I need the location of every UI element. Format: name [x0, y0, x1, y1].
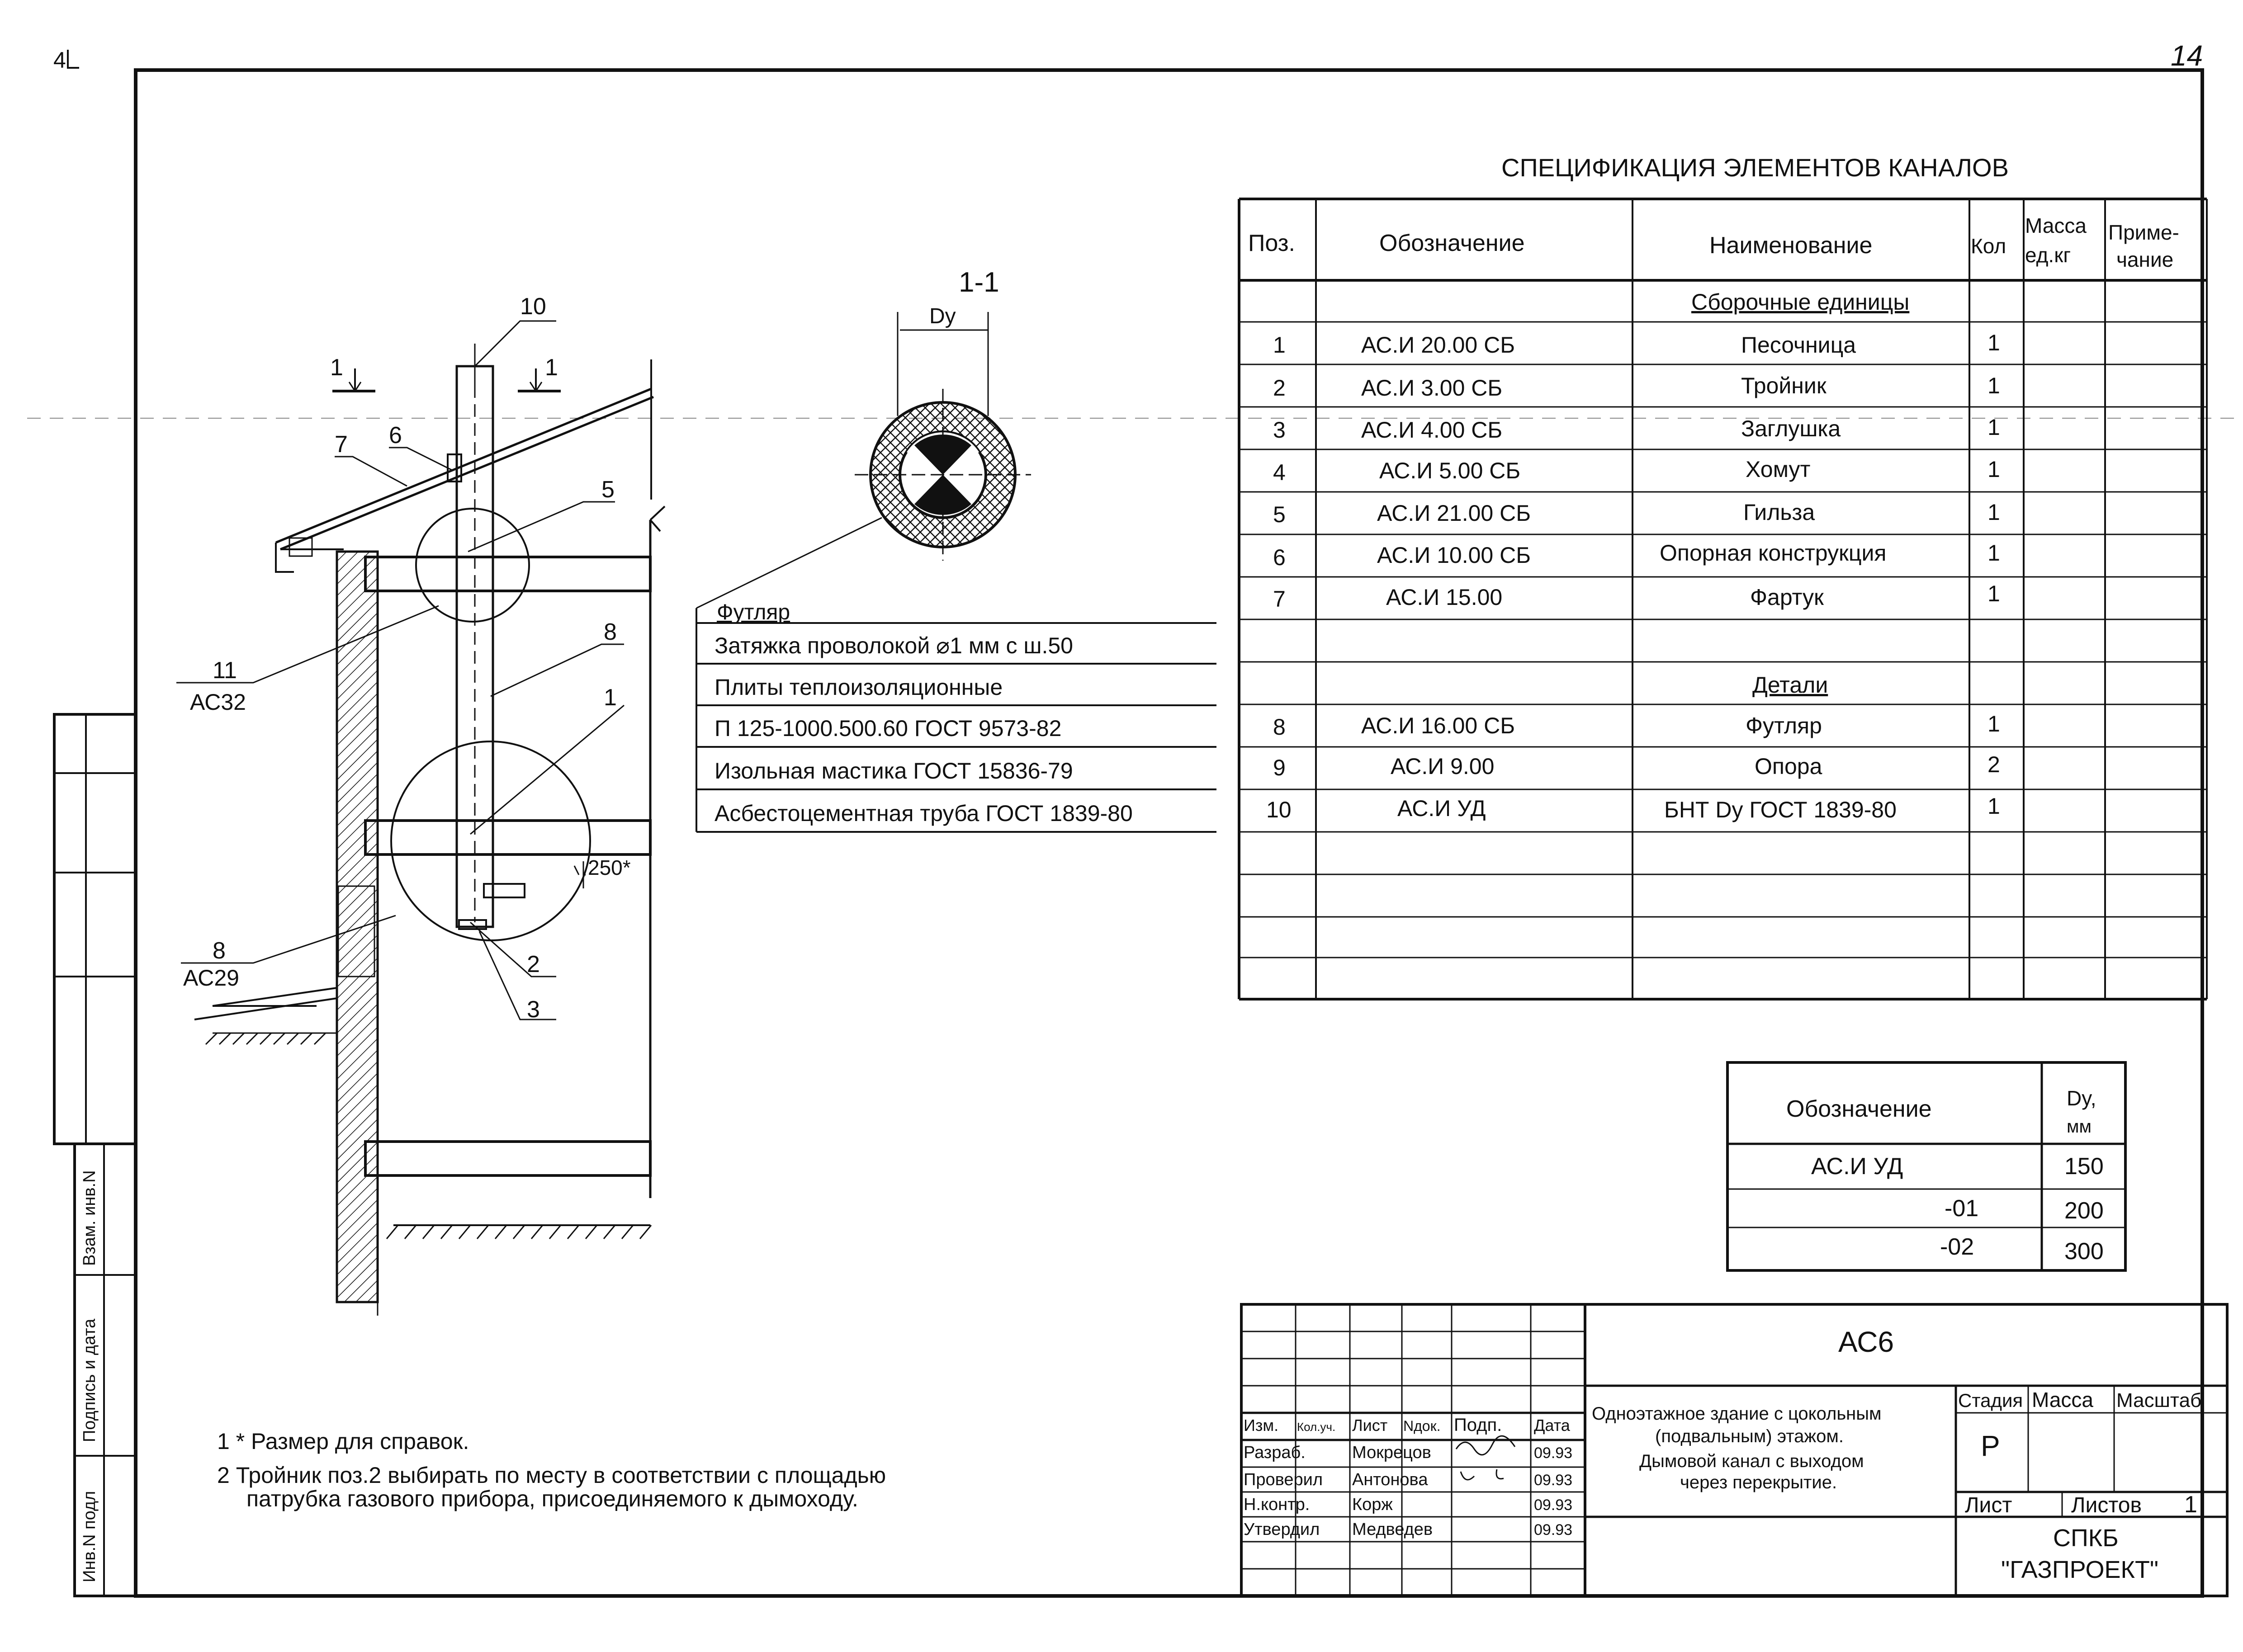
spec-header-mass-1: Масса	[2025, 214, 2087, 237]
tb-h-izm: Изм.	[1244, 1416, 1279, 1435]
dy-header-designation: Обозначение	[1786, 1096, 1932, 1122]
svg-text:3: 3	[1273, 417, 1286, 443]
tb-mass-header: Масса	[2032, 1388, 2094, 1411]
table-row	[1811, 1153, 2104, 1180]
spec-header-mass-2: ед.кг	[2025, 243, 2071, 267]
tb-desc-3: Дымовой канал с выходом	[1639, 1451, 1864, 1471]
svg-text:Опора: Опора	[1755, 754, 1822, 779]
tb-h-date: Дата	[1534, 1416, 1570, 1435]
table-row	[1273, 581, 2000, 612]
svg-text:6: 6	[1273, 545, 1286, 570]
label-250: 250*	[588, 856, 631, 879]
svg-text:АС.И УД: АС.И УД	[1397, 796, 1486, 821]
corner-mark-line	[68, 50, 79, 68]
spec-title: СПЕЦИФИКАЦИЯ ЭЛЕМЕНТОВ КАНАЛОВ	[1501, 153, 2009, 182]
svg-text:АС.И 10.00 СБ: АС.И 10.00 СБ	[1377, 543, 1531, 568]
label-2: 2	[527, 951, 540, 977]
label-11: 11	[213, 657, 237, 684]
svg-text:1: 1	[1987, 711, 2000, 736]
svg-text:-01: -01	[1945, 1195, 1979, 1222]
svg-text:Утвердил: Утвердил	[1244, 1520, 1320, 1539]
note-2-cont: патрубка газового прибора, присоединяемого к дымоходу.	[246, 1486, 858, 1511]
svg-text:Корж: Корж	[1352, 1495, 1393, 1514]
dy-table	[1727, 1062, 2125, 1270]
label-8b: 8	[213, 938, 226, 964]
building-section	[27, 293, 2243, 1316]
table-row	[1273, 373, 2000, 401]
svg-text:АС.И 21.00 СБ: АС.И 21.00 СБ	[1377, 500, 1531, 526]
svg-text:Опорная конструкция: Опорная конструкция	[1660, 540, 1887, 566]
svg-text:1: 1	[1987, 581, 2000, 606]
notes	[217, 1429, 886, 1511]
legend-line-2: Плиты теплоизоляционные	[715, 675, 1003, 700]
note-1: 1 * Размер для справок.	[217, 1429, 469, 1454]
legend-line-4: Изольная мастика ГОСТ 15836-79	[715, 758, 1073, 784]
svg-text:10: 10	[1266, 797, 1292, 822]
label-ac29: АС29	[183, 965, 239, 991]
table-row	[1273, 752, 2000, 780]
svg-text:2: 2	[1273, 375, 1286, 401]
page-number: 14	[2171, 39, 2203, 72]
svg-text:09.93: 09.93	[1534, 1472, 1573, 1489]
table-row	[1273, 540, 2000, 570]
table-row	[1244, 1495, 1572, 1514]
svg-text:Мокрецов: Мокрецов	[1352, 1443, 1431, 1462]
spec-header-pos: Поз.	[1248, 230, 1295, 256]
tb-h-ndok: Nдок.	[1403, 1418, 1441, 1434]
svg-text:АС.И УД: АС.И УД	[1811, 1153, 1903, 1180]
tb-h-podp: Подп.	[1454, 1415, 1502, 1435]
tb-desc-2: (подвальным) этажом.	[1655, 1426, 1844, 1446]
signature-mark	[1456, 1436, 1515, 1480]
tb-sheets-count: 1	[2184, 1492, 2197, 1518]
spec-section-details: Детали	[1752, 672, 1828, 698]
spec-section-assemblies: Сборочные единицы	[1691, 289, 1910, 315]
note-2: 2 Тройник поз.2 выбирать по месту в соответствии с площадью	[217, 1463, 886, 1488]
tb-org-2: "ГАЗПРОЕКТ"	[2001, 1556, 2159, 1583]
tb-h-list: Лист	[1352, 1416, 1388, 1435]
svg-text:Песочница: Песочница	[1741, 332, 1856, 358]
svg-text:Гильза: Гильза	[1743, 500, 1815, 525]
legend-title: Футляр	[717, 600, 790, 624]
svg-text:09.93: 09.93	[1534, 1496, 1573, 1514]
stamp-inv-orig: Инв.N подл	[80, 1491, 99, 1582]
table-row	[1244, 1520, 1572, 1539]
label-cut-right: 1	[545, 354, 558, 381]
svg-text:7: 7	[1273, 586, 1286, 612]
svg-text:1: 1	[1987, 330, 2000, 355]
svg-text:1: 1	[1987, 415, 2000, 440]
left-stamp	[54, 714, 136, 1596]
svg-text:5: 5	[1273, 502, 1286, 527]
svg-text:Антонова: Антонова	[1352, 1470, 1428, 1489]
stamp-sign-date: Подпись и дата	[80, 1318, 99, 1442]
dy-header-dy-1: Dy,	[2067, 1086, 2096, 1110]
spec-header-note-2: чание	[2116, 248, 2174, 271]
label-cut-left: 1	[330, 354, 343, 381]
table-row	[1273, 711, 2000, 740]
svg-text:АС.И 5.00 СБ: АС.И 5.00 СБ	[1379, 458, 1521, 483]
svg-text:БНТ Dy ГОСТ 1839-80: БНТ Dy ГОСТ 1839-80	[1664, 797, 1897, 822]
spec-header-note-1: Приме-	[2108, 221, 2179, 244]
svg-text:4: 4	[1273, 460, 1286, 485]
svg-text:Хомут: Хомут	[1746, 457, 1811, 482]
tb-stage: Р	[1981, 1430, 2000, 1462]
table-row	[1244, 1443, 1572, 1462]
svg-text:АС.И 16.00 СБ: АС.И 16.00 СБ	[1361, 713, 1515, 738]
svg-text:8: 8	[1273, 714, 1286, 740]
table-row	[1273, 500, 2000, 527]
table-row	[1940, 1234, 2104, 1265]
svg-text:АС.И 4.00 СБ: АС.И 4.00 СБ	[1361, 417, 1503, 443]
legend-line-3: П 125-1000.500.60 ГОСТ 9573-82	[715, 716, 1062, 741]
spec-header-name: Наименование	[1709, 232, 1873, 259]
label-1: 1	[604, 684, 617, 711]
sleeve-legend	[696, 600, 1216, 832]
svg-text:АС.И 15.00: АС.И 15.00	[1386, 585, 1503, 610]
table-row	[1945, 1195, 2104, 1224]
table-row	[1273, 415, 2000, 443]
svg-text:200: 200	[2064, 1198, 2104, 1224]
table-row	[1244, 1470, 1572, 1489]
legend-line-5: Асбестоцементная труба ГОСТ 1839-80	[715, 801, 1133, 826]
svg-text:Н.контр.: Н.контр.	[1244, 1495, 1310, 1514]
svg-text:2: 2	[1987, 752, 2000, 777]
label-7: 7	[335, 431, 348, 458]
label-10: 10	[520, 293, 546, 320]
svg-text:АС.И 9.00: АС.И 9.00	[1391, 754, 1495, 779]
svg-text:Футляр: Футляр	[1746, 713, 1822, 738]
label-3: 3	[527, 996, 540, 1023]
svg-text:Заглушка: Заглушка	[1741, 416, 1841, 441]
label-5: 5	[601, 477, 615, 503]
label-6: 6	[389, 422, 402, 448]
tb-sheets-label: Листов	[2071, 1493, 2142, 1517]
svg-text:Фартук: Фартук	[1750, 585, 1824, 610]
section-dim-label: Dy	[929, 304, 956, 328]
tb-code: АС6	[1838, 1326, 1894, 1358]
tb-sheet-label: Лист	[1965, 1493, 2012, 1517]
title-block	[1241, 1304, 2227, 1596]
section-label: 1-1	[959, 267, 999, 298]
svg-text:1: 1	[1987, 373, 2000, 398]
section-1-1	[696, 267, 1031, 608]
svg-text:150: 150	[2064, 1153, 2104, 1180]
dy-header-dy-2: мм	[2067, 1117, 2092, 1137]
svg-text:1: 1	[1987, 540, 2000, 566]
svg-text:1: 1	[1987, 500, 2000, 525]
svg-text:1: 1	[1273, 332, 1286, 358]
tb-org-1: СПКБ	[2053, 1525, 2119, 1552]
corner-mark: 4	[53, 47, 66, 73]
spec-table	[1239, 153, 2207, 999]
svg-text:АС.И 20.00 СБ: АС.И 20.00 СБ	[1361, 332, 1515, 358]
svg-text:1: 1	[1987, 793, 2000, 819]
legend-line-1: Затяжка проволокой ⌀1 мм с ш.50	[715, 633, 1073, 658]
svg-text:300: 300	[2064, 1238, 2104, 1265]
label-ac32: АС32	[190, 689, 246, 715]
tb-scale-header: Масштаб	[2116, 1389, 2202, 1411]
stamp-inv-repl: Взам. инв.N	[80, 1170, 99, 1266]
svg-text:Медведев: Медведев	[1352, 1520, 1433, 1539]
label-8: 8	[604, 619, 617, 645]
svg-text:-02: -02	[1940, 1234, 1974, 1260]
svg-text:Разраб.: Разраб.	[1244, 1443, 1306, 1462]
svg-text:Проверил: Проверил	[1244, 1470, 1323, 1489]
svg-text:Тройник: Тройник	[1741, 373, 1827, 398]
svg-text:АС.И 3.00 СБ: АС.И 3.00 СБ	[1361, 375, 1503, 401]
tb-desc-4: через перекрытие.	[1680, 1473, 1837, 1492]
tb-stage-header: Стадия	[1958, 1390, 2023, 1411]
tb-h-kol: Кол.уч.	[1297, 1420, 1336, 1434]
spec-header-qty: Кол	[1971, 234, 2006, 258]
svg-text:1: 1	[1987, 457, 2000, 482]
svg-text:09.93: 09.93	[1534, 1521, 1573, 1539]
table-row	[1273, 330, 2000, 358]
svg-text:9: 9	[1273, 755, 1286, 780]
tb-desc-1: Одноэтажное здание с цокольным	[1592, 1404, 1882, 1424]
table-row	[1273, 457, 2000, 485]
spec-header-designation: Обозначение	[1379, 230, 1525, 256]
svg-text:09.93: 09.93	[1534, 1444, 1573, 1462]
